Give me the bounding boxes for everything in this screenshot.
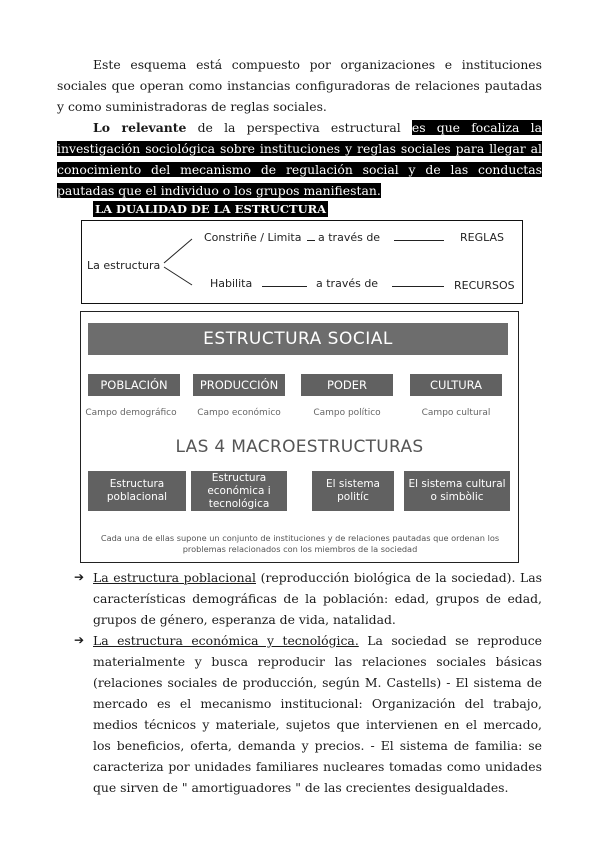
bullet-item <box>74 630 543 798</box>
field-cultural: Campo cultural <box>421 408 491 418</box>
bullet-title: La estructura económica y tecnológica. <box>93 633 359 648</box>
rules-label: REGLAS <box>460 231 505 244</box>
connector-line-3 <box>392 286 444 287</box>
macro-box-politic: El sistema politíc <box>312 471 394 511</box>
enables-label: Habilita <box>210 277 253 290</box>
connector-line-1 <box>394 240 444 241</box>
field-economico: Campo económico <box>197 408 281 418</box>
via-label-2: a través de <box>316 277 379 290</box>
macro-box-economica: Estructura económica i tecnológica <box>191 471 287 511</box>
category-cultura: CULTURA <box>410 374 502 396</box>
relevance-highlight: es que focaliza la investigación sociológica sobre instituciones y reglas sociales para llegar al conocimiento del mecanismo de regulación social y de las conductas pautadas que el individuo o los grupos manifiestan. <box>57 120 542 198</box>
macro-title: LAS 4 MACROESTRUCTURAS <box>175 437 424 457</box>
constrains-label: Constriñe / Limita <box>204 231 302 244</box>
relevance-lead: Lo relevante <box>93 120 187 135</box>
branch-lines <box>162 231 202 293</box>
macro-box-poblacional: Estructura poblacional <box>88 471 186 511</box>
bullet-item <box>74 567 542 630</box>
resources-label: RECURSOS <box>454 279 515 292</box>
via-label-1: a través de <box>318 231 381 244</box>
relevance-plain: de la perspectiva estructural <box>186 120 412 135</box>
macro-box-cultural: El sistema cultural o simbòlic <box>404 471 510 511</box>
arrow-bullet-icon: ➔ <box>74 633 85 647</box>
section-title: LA DUALIDAD DE LA ESTRUCTURA <box>95 202 327 216</box>
arrow-bullet-icon: ➔ <box>74 570 85 584</box>
field-demografico: Campo demográfico <box>85 408 177 418</box>
duality-diagram <box>81 220 523 304</box>
category-poblacion: POBLACIÓN <box>88 374 180 396</box>
connector-line-2 <box>262 286 307 287</box>
intro-paragraph: Este esquema está compuesto por organizaciones e instituciones sociales que operan como instancias configuradoras de relaciones pautadas y como suministradoras de reglas sociales. <box>57 57 542 114</box>
figure-header: ESTRUCTURA SOCIAL <box>88 323 508 355</box>
diagram-root: La estructura <box>87 259 161 272</box>
figure-footnote: Cada una de ellas supone un conjunto de instituciones y de relaciones pautadas que ordenan los problemas relacionados con los miembros de la sociedad <box>100 533 500 554</box>
field-politico: Campo político <box>313 408 381 418</box>
social-structure-figure <box>80 311 519 563</box>
bullet-text: La sociedad se reproduce materialmente y busca reproducir las relaciones sociales básicas (relaciones sociales de producción, según M. Castells) - El sistema de mercado es el mecanismo institucional: Organización del trabajo, medios técnicos y materiale, sujetos que intervienen en el mercado, los beneficios, oferta, demanda y precios. - El sistema de familia: se caracteriza por unidades familiares nucleares tomadas como unidades que sirven de " amortiguadores " de las crecientes desigualdades. <box>93 633 543 795</box>
category-poder: PODER <box>301 374 393 396</box>
category-produccion: PRODUCCIÓN <box>193 374 285 396</box>
bullet-text: (reproducción biológica de la sociedad). Las características demográficas de la población: edad, grupos de edad, grupos de género, esperanza de vida, natalidad. <box>93 570 542 627</box>
bullet-title: La estructura poblacional <box>93 570 257 585</box>
relevance-paragraph <box>57 117 542 201</box>
